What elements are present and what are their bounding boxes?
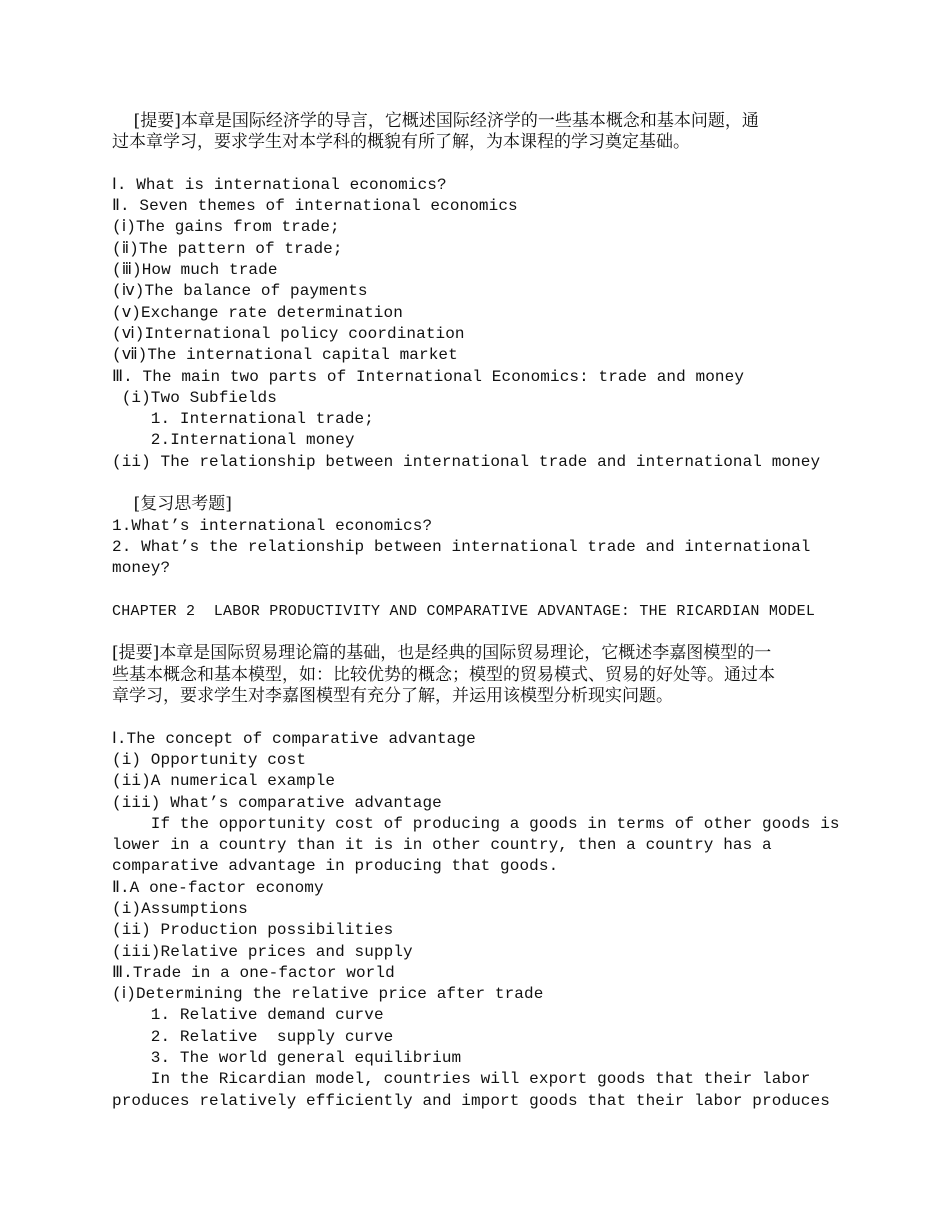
- outline-heading-3: Ⅲ.Trade in a one-factor world: [112, 963, 395, 982]
- outline-item: (i)Assumptions: [112, 899, 248, 918]
- spacer: [112, 154, 840, 175]
- chapter1-summary-line-2: 过本章学习，要求学生对本学科的概貌有所了解，为本课程的学习奠定基础。: [112, 132, 690, 153]
- outline-heading-3: Ⅲ. The main two parts of International Economics: trade and money: [112, 367, 745, 386]
- body-paragraph-line: If the opportunity cost of producing a goods in terms of other goods is: [112, 814, 840, 833]
- outline-item: (iii) What’s comparative advantage: [112, 793, 442, 812]
- outline-item: (ⅶ)The international capital market: [112, 346, 458, 365]
- outline-heading-2: Ⅱ.A one-factor economy: [112, 878, 324, 897]
- chapter2-title: CHAPTER 2 LABOR PRODUCTIVITY AND COMPARATIVE ADVANTAGE: THE RICARDIAN MODEL: [112, 602, 816, 620]
- outline-item: (ⅰ)The gains from trade;: [112, 218, 340, 237]
- chapter2-summary-line-2: 些基本概念和基本模型，如：比较优势的概念；模型的贸易模式、贸易的好处等。通过本: [112, 664, 775, 685]
- chapter2-summary-line-3: 章学习，要求学生对李嘉图模型有充分了解，并运用该模型分析现实问题。: [112, 686, 673, 707]
- outline-subitem: 1. Relative demand curve: [112, 1006, 384, 1025]
- outline-subitem: 2. Relative supply curve: [112, 1027, 394, 1046]
- outline-subitem: 1. International trade;: [112, 410, 374, 429]
- outline-item: (ⅱ)The pattern of trade;: [112, 239, 343, 258]
- body-paragraph-line: produces relatively efficiently and import goods that their labor produces: [112, 1091, 830, 1110]
- outline-item: (ⅰ)Determining the relative price after trade: [112, 985, 544, 1004]
- outline-item: (ii) Production possibilities: [112, 921, 394, 940]
- spacer: [112, 622, 840, 643]
- outline-heading-2: Ⅱ. Seven themes of international economics: [112, 197, 518, 216]
- chapter2-summary-line-1: [提要]本章是国际贸易理论篇的基础，也是经典的国际贸易理论，它概述李嘉图模型的一: [112, 643, 772, 664]
- outline-heading-1: Ⅰ.The concept of comparative advantage: [112, 729, 476, 748]
- spacer: [112, 580, 840, 601]
- body-paragraph-line: comparative advantage in producing that goods.: [112, 857, 559, 876]
- chapter1-summary-line-1: [提要]本章是国际经济学的导言，它概述国际经济学的一些基本概念和基本问题，通: [112, 111, 759, 131]
- outline-item: (ⅵ)International policy coordination: [112, 324, 465, 343]
- outline-item: (ii)A numerical example: [112, 772, 336, 791]
- outline-item: (iii)Relative prices and supply: [112, 942, 413, 961]
- body-paragraph-line: In the Ricardian model, countries will export goods that their labor: [112, 1070, 811, 1089]
- outline-item: (ⅲ)How much trade: [112, 261, 278, 280]
- review-heading: [复习思考题]: [112, 494, 232, 515]
- outline-item: (i) Opportunity cost: [112, 750, 307, 769]
- outline-item: (i)Two Subfields: [112, 388, 277, 407]
- spacer: [112, 473, 840, 494]
- outline-subitem: 2.International money: [112, 431, 355, 450]
- document-page: [112, 111, 840, 1112]
- review-question-2-line-1: 2. What’s the relationship between international trade and international: [112, 537, 811, 556]
- outline-item: (ⅳ)The balance of payments: [112, 282, 368, 301]
- outline-item: (ⅴ)Exchange rate determination: [112, 303, 403, 322]
- outline-item: (ii) The relationship between international trade and international money: [112, 452, 821, 471]
- spacer: [112, 707, 840, 728]
- review-question-1: 1.What’s international economics?: [112, 516, 433, 535]
- outline-subitem: 3. The world general equilibrium: [112, 1049, 462, 1068]
- body-paragraph-line: lower in a country than it is in other country, then a country has a: [112, 836, 772, 855]
- review-question-2-line-2: money?: [112, 559, 171, 578]
- outline-heading-1: Ⅰ. What is international economics?: [112, 175, 447, 194]
